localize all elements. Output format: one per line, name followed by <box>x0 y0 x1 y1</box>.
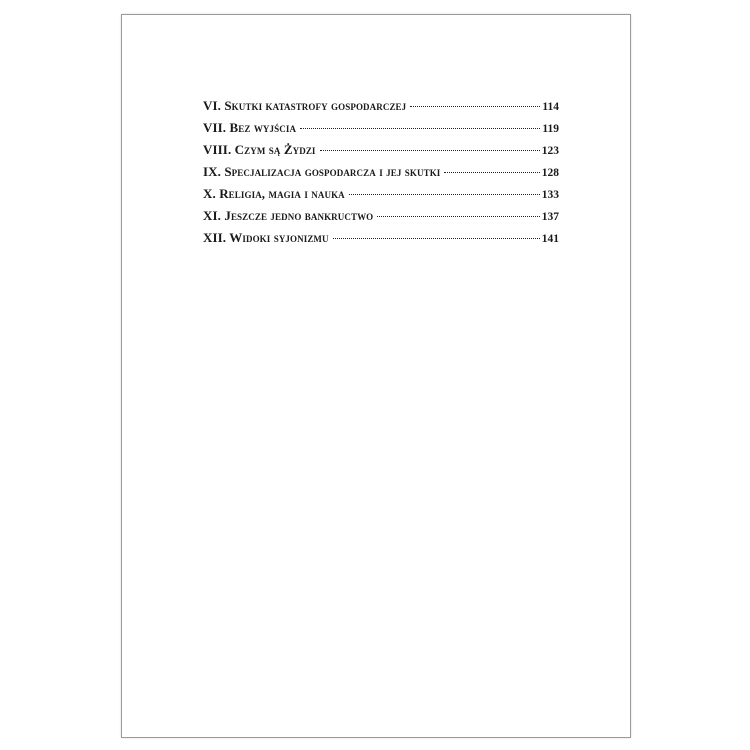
toc-dot-leader <box>444 172 539 173</box>
toc-entry-page: 119 <box>542 123 559 135</box>
toc-entry-page: 114 <box>542 101 559 113</box>
document-page <box>121 14 631 738</box>
toc-entry-title: XI. Jeszcze jedno bankructwo <box>203 208 374 223</box>
toc-dot-leader <box>333 238 540 239</box>
toc-entry-page: 137 <box>541 211 559 223</box>
toc-entry-page: 128 <box>541 167 559 179</box>
toc-entry-title: XII. Widoki syjonizmu <box>203 230 329 245</box>
toc-entry <box>203 117 559 139</box>
toc-dot-leader <box>349 194 540 195</box>
toc-entry-title: IX. Specjalizacja gospodarcza i jej skutki <box>203 164 441 179</box>
toc-entry-page: 133 <box>541 189 559 201</box>
toc-entry-title: VIII. Czym są Żydzi <box>203 142 316 157</box>
toc-entry <box>203 161 559 183</box>
toc-dot-leader <box>320 150 540 151</box>
toc-entry <box>203 227 559 249</box>
toc-entry-page: 141 <box>541 233 559 245</box>
toc-dot-leader <box>410 106 540 107</box>
toc-entry-page: 123 <box>541 145 559 157</box>
toc-entry-title: VII. Bez wyjścia <box>203 120 297 135</box>
toc-entry <box>203 95 559 117</box>
toc-entry <box>203 183 559 205</box>
toc-dot-leader <box>377 216 539 217</box>
toc-entry-title: X. Religia, magia i nauka <box>203 186 345 201</box>
toc-entry <box>203 139 559 161</box>
toc-entry <box>203 205 559 227</box>
toc-entry-title: VI. Skutki katastrofy gospodarczej <box>203 98 407 113</box>
table-of-contents <box>203 95 559 249</box>
toc-dot-leader <box>300 128 540 129</box>
